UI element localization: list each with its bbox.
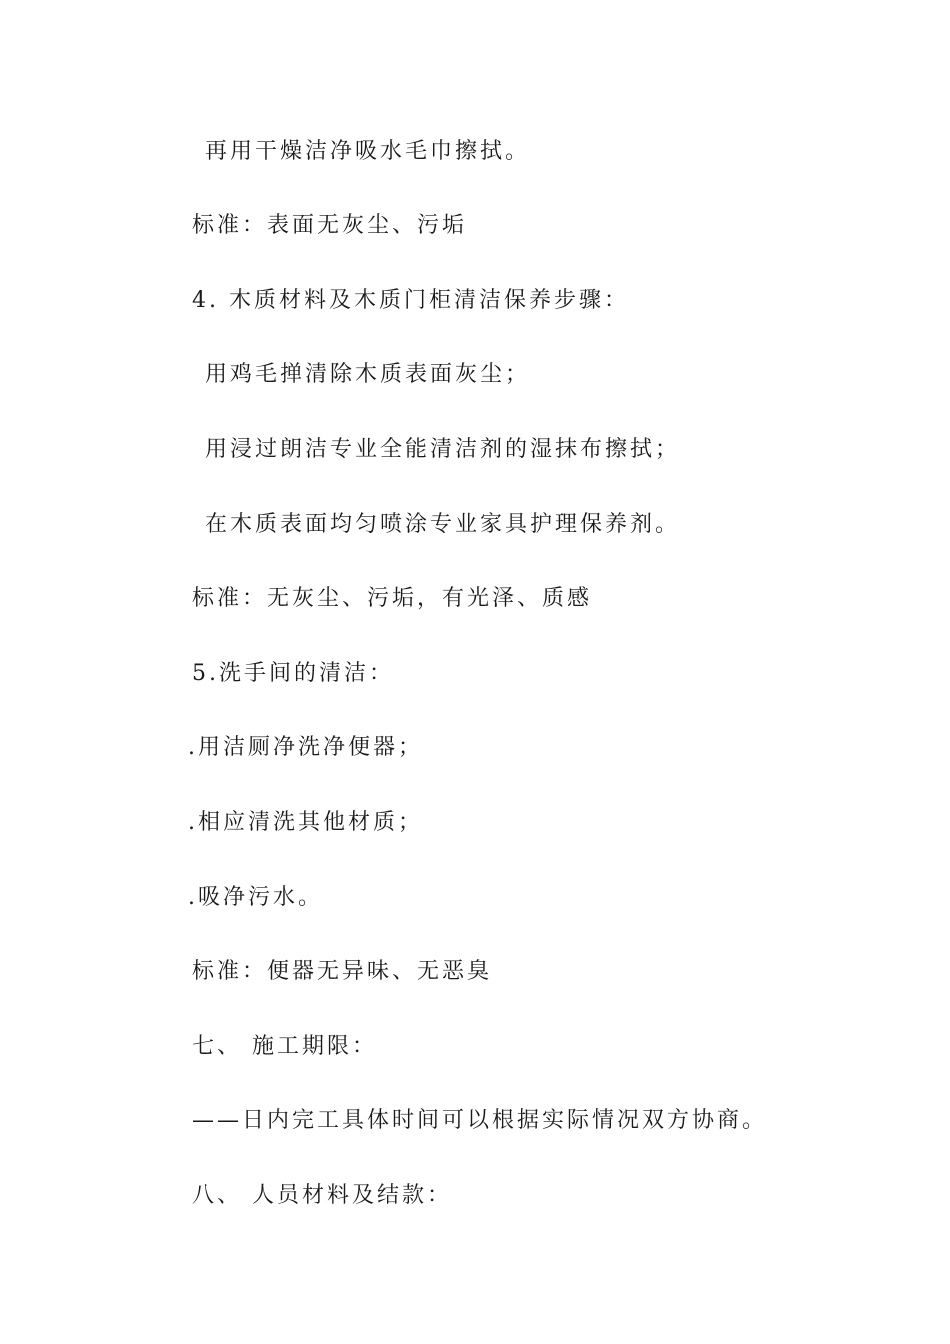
chapter-heading-7: 七、 施工期限：	[192, 1034, 377, 1059]
step-absorb-water: .吸净污水。	[188, 885, 323, 910]
step-spray-polish: 在木质表面均匀喷涂专业家具护理保养剂。	[205, 512, 681, 537]
standard-line-5: 标准：便器无异味、无恶臭	[192, 959, 493, 984]
step-dust-removal: 用鸡毛掸清除木质表面灰尘；	[205, 362, 531, 387]
standard-line-4: 标准：无灰尘、污垢，有光泽、质感	[192, 586, 593, 611]
schedule-text: ——日内完工具体时间可以根据实际情况双方协商。	[192, 1108, 768, 1133]
standard-line-3: 标准：表面无灰尘、污垢	[192, 213, 468, 238]
chapter-heading-8: 八、 人员材料及结款：	[192, 1183, 452, 1208]
step-dry-wipe: 再用干燥洁净吸水毛巾擦拭。	[205, 139, 531, 164]
step-other-materials: .相应清洗其他材质；	[188, 810, 423, 835]
section-heading-4: 4. 木质材料及木质门柜清洁保养步骤：	[192, 288, 629, 313]
section-heading-5: 5.洗手间的清洁：	[192, 661, 394, 686]
step-toilet-clean: .用洁厕净洗净便器；	[188, 735, 423, 760]
step-wet-wipe: 用浸过朗洁专业全能清洁剂的湿抹布擦拭；	[205, 437, 681, 462]
